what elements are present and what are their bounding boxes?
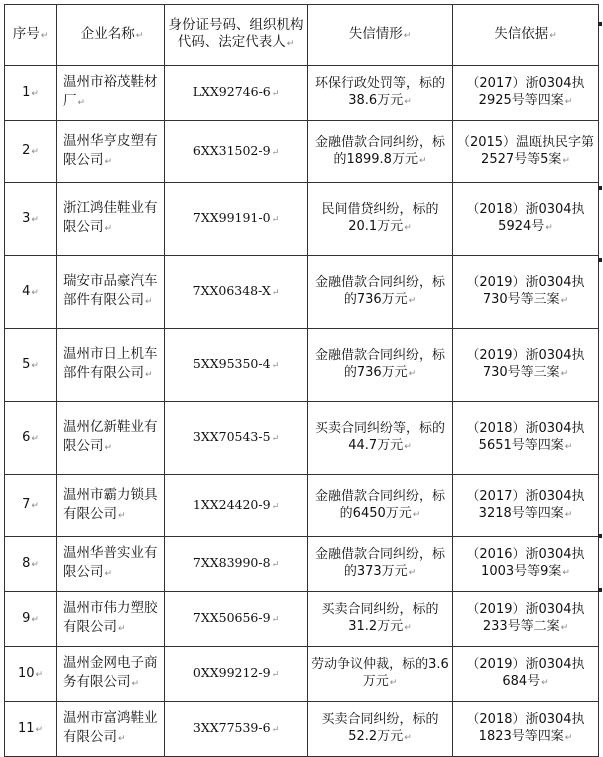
row-number: 1 [22, 84, 31, 100]
paragraph-mark: ↵ [560, 296, 569, 306]
dishonest-situation-cell [308, 66, 453, 121]
dishonest-basis: （2019）浙0304执684号 [466, 657, 585, 689]
paragraph-mark: ↵ [104, 156, 113, 167]
paragraph-mark: ↵ [145, 370, 153, 380]
dishonest-situation: 金融借款合同纠纷，标的373万元 [314, 547, 445, 579]
header-id: 身份证号码、组织机构代码、法定代表人↵ [165, 5, 308, 66]
row-number: 3 [22, 210, 31, 226]
paragraph-mark: ↵ [408, 369, 417, 379]
dishonest-basis-cell [453, 592, 599, 647]
enterprise-name: 温州华亨皮塑有限公司 [63, 132, 158, 168]
paragraph-mark: ↵ [31, 147, 39, 157]
row-number: 2 [22, 143, 31, 158]
dishonest-basis: （2016）浙0304执1003号等9案 [466, 547, 585, 579]
org-code: 7XX99191-0 [192, 210, 271, 225]
org-code-cell [165, 592, 308, 647]
dishonest-situation-cell [308, 475, 453, 537]
paragraph-mark: ↵ [564, 97, 573, 107]
dishonest-basis-cell [453, 256, 599, 329]
dishonest-situation-cell [308, 256, 453, 329]
dishonest-situation: 环保行政处罚等，标的38.6万元 [314, 76, 445, 108]
org-code-cell [165, 329, 308, 402]
dishonest-situation-cell [308, 702, 453, 757]
row-number: 11 [17, 720, 35, 736]
table-row [5, 647, 599, 702]
paragraph-mark: ↵ [562, 155, 570, 166]
paragraph-mark: ↵ [564, 509, 573, 520]
dishonest-situation: 买卖合同纠纷，标的52.2万元 [321, 712, 439, 744]
paragraph-mark: ↵ [564, 733, 573, 743]
enterprise-name-cell [57, 66, 165, 121]
dishonest-situation: 买卖合同纠纷，标的31.2万元 [321, 602, 439, 634]
dishonest-basis: （2018）浙0304执1823号等四案 [466, 712, 585, 744]
paragraph-mark: ↵ [271, 288, 280, 298]
paragraph-mark: ↵ [412, 509, 421, 520]
paragraph-mark: ↵ [104, 569, 113, 579]
table-row [5, 183, 599, 256]
header-situation: 失信情形↵ [308, 5, 453, 66]
enterprise-name: 温州金网电子商务有限公司 [63, 655, 158, 690]
dishonest-basis: （2017）浙0304执2925号等四案 [466, 76, 585, 108]
enterprise-name: 温州市伟力塑胶有限公司 [63, 600, 158, 635]
row-number-cell [5, 66, 57, 121]
table-row [5, 537, 599, 592]
org-code-cell [165, 183, 308, 256]
org-code: 7XX06348-X [192, 283, 271, 298]
paragraph-mark: ↵ [404, 223, 412, 233]
table-row [5, 702, 599, 757]
dishonest-situation-cell [308, 647, 453, 702]
paragraph-mark: ↵ [271, 670, 280, 680]
enterprise-name: 温州华普实业有限公司 [63, 545, 158, 580]
dishonest-situation-cell [308, 402, 453, 475]
paragraph-mark: ↵ [77, 98, 86, 108]
paragraph-mark: ↵ [31, 614, 39, 625]
row-number-cell [5, 702, 57, 757]
dishonest-situation-cell [308, 537, 453, 592]
dishonest-situation: 金融借款合同纠纷，标的1899.8万元 [314, 134, 445, 167]
org-code: 7XX50656-9 [192, 610, 271, 625]
paragraph-mark: ↵ [118, 510, 126, 521]
paragraph-mark: ↵ [564, 442, 573, 452]
table-row [5, 475, 599, 537]
row-number-cell [5, 402, 57, 475]
table-resize-handle[interactable] [598, 186, 602, 190]
enterprise-name-cell [57, 537, 165, 592]
dishonest-situation: 劳动争议仲裁，标的3.6万元 [311, 657, 449, 689]
row-number-cell [5, 592, 57, 647]
enterprise-name-cell [57, 592, 165, 647]
paragraph-mark: ↵ [271, 147, 280, 158]
table-header-row [5, 5, 599, 66]
enterprise-name-cell [57, 402, 165, 475]
dishonest-situation-cell [308, 592, 453, 647]
dishonest-basis: （2019）浙0304执233号等二案 [466, 602, 585, 634]
org-code-cell [165, 66, 308, 121]
enterprise-name: 温州市富鸿鞋业有限公司 [63, 710, 158, 745]
row-number: 8 [22, 555, 31, 571]
paragraph-mark: ↵ [31, 360, 39, 371]
dishonest-basis: （2018）浙0304执5924号 [466, 202, 585, 234]
paragraph-mark: ↵ [418, 155, 427, 166]
paragraph-mark: ↵ [271, 434, 280, 444]
dishonest-basis-cell [453, 329, 599, 402]
row-number-cell [5, 121, 57, 183]
dishonest-situation: 金融借款合同纠纷，标的6450万元 [314, 488, 445, 521]
dishonest-basis: （2019）浙0304执730号等三案 [466, 275, 585, 307]
row-number: 10 [17, 665, 35, 681]
paragraph-mark: ↵ [118, 734, 126, 744]
paragraph-mark: ↵ [408, 296, 417, 306]
paragraph-mark: ↵ [131, 679, 140, 689]
dishonest-basis: （2015）温瓯执民字第2527号等5案 [456, 134, 595, 167]
dishonest-situation: 金融借款合同纠纷，标的736万元 [314, 275, 445, 307]
table-row [5, 66, 599, 121]
enterprise-name: 温州市日上机车部件有限公司 [63, 346, 158, 381]
paragraph-mark: ↵ [271, 215, 280, 225]
paragraph-mark: ↵ [31, 433, 39, 444]
dishonest-basis-cell [453, 537, 599, 592]
dishonest-basis-cell [453, 66, 599, 121]
paragraph-mark: ↵ [404, 733, 412, 743]
paragraph-mark: ↵ [408, 568, 417, 578]
paragraph-mark: ↵ [31, 559, 39, 570]
paragraph-mark: ↵ [104, 443, 113, 453]
org-code-cell [165, 702, 308, 757]
enterprise-name: 浙江鸿佳鞋业有限公司 [63, 200, 158, 235]
dishonest-basis: （2018）浙0304执5651号等四案 [466, 421, 585, 453]
enterprise-name: 温州市裕茂鞋材厂 [63, 74, 158, 109]
row-number: 5 [22, 356, 31, 372]
paragraph-mark: ↵ [31, 88, 39, 99]
dishonest-situation-cell [308, 329, 453, 402]
paragraph-mark: ↵ [104, 224, 113, 234]
org-code-cell [165, 537, 308, 592]
dishonest-situation: 民间借贷纠纷，标的20.1万元 [321, 202, 439, 234]
enterprise-name: 温州市霸力锁具有限公司 [63, 486, 158, 522]
enterprise-name-cell [57, 647, 165, 702]
row-number-cell [5, 647, 57, 702]
table-resize-handle[interactable] [598, 588, 602, 592]
table-resize-handle[interactable] [598, 22, 602, 26]
dishonest-situation: 金融借款合同纠纷，标的736万元 [314, 348, 445, 380]
paragraph-mark: ↵ [271, 89, 280, 99]
dishonest-enterprises-table [4, 4, 599, 757]
row-number: 9 [22, 610, 31, 626]
row-number: 4 [22, 283, 31, 299]
paragraph-mark: ↵ [271, 560, 280, 570]
org-code: 7XX83990-8 [192, 555, 271, 570]
org-code: 5XX95350-4 [192, 356, 271, 371]
paragraph-mark: ↵ [541, 678, 549, 688]
dishonest-basis: （2017）浙0304执3218号等四案 [466, 488, 585, 521]
dishonest-basis-cell [453, 402, 599, 475]
row-number-cell [5, 329, 57, 402]
paragraph-mark: ↵ [35, 724, 44, 735]
paragraph-mark: ↵ [35, 669, 44, 680]
row-number: 7 [22, 497, 31, 512]
org-code: 1XX24420-9 [192, 496, 271, 512]
table-resize-handle[interactable] [598, 534, 602, 538]
enterprise-name-cell [57, 183, 165, 256]
org-code-cell [165, 475, 308, 537]
dishonest-basis-cell [453, 647, 599, 702]
table-row [5, 592, 599, 647]
paragraph-mark: ↵ [389, 678, 398, 688]
paragraph-mark: ↵ [118, 624, 126, 634]
row-number-cell [5, 537, 57, 592]
enterprise-name-cell [57, 121, 165, 183]
enterprise-name-cell [57, 702, 165, 757]
enterprise-name: 温州亿新鞋业有限公司 [63, 419, 158, 454]
org-code: LXX92746-6 [192, 84, 271, 99]
row-number-cell [5, 475, 57, 537]
paragraph-mark: ↵ [404, 442, 412, 452]
dishonest-situation: 买卖合同纠纷等，标的44.7万元 [314, 421, 445, 453]
enterprise-name-cell [57, 475, 165, 537]
paragraph-mark: ↵ [31, 214, 39, 225]
paragraph-mark: ↵ [31, 501, 39, 511]
org-code: 0XX99212-9 [192, 665, 271, 680]
org-code-cell [165, 121, 308, 183]
paragraph-mark: ↵ [271, 501, 280, 512]
table-row [5, 121, 599, 183]
paragraph-mark: ↵ [145, 297, 153, 307]
dishonest-situation-cell [308, 121, 453, 183]
table-row [5, 256, 599, 329]
org-code-cell [165, 256, 308, 329]
org-code: 6XX31502-9 [192, 142, 271, 158]
paragraph-mark: ↵ [545, 223, 553, 233]
paragraph-mark: ↵ [404, 623, 412, 633]
paragraph-mark: ↵ [560, 369, 569, 379]
header-no: 序号↵ [5, 5, 57, 66]
table-resize-handle[interactable] [598, 258, 602, 262]
org-code-cell [165, 647, 308, 702]
dishonest-basis-cell [453, 121, 599, 183]
enterprise-name-cell [57, 256, 165, 329]
row-number-cell [5, 256, 57, 329]
org-code: 3XX77539-6 [192, 720, 271, 735]
paragraph-mark: ↵ [31, 287, 39, 298]
org-code: 3XX70543-5 [192, 429, 271, 444]
dishonest-situation-cell [308, 183, 453, 256]
header-basis: 失信依据↵ [453, 5, 599, 66]
enterprise-name: 瑞安市品豪汽车部件有限公司 [63, 273, 158, 308]
dishonest-basis: （2019）浙0304执730号等三案 [466, 348, 585, 380]
table-row [5, 402, 599, 475]
enterprise-name-cell [57, 329, 165, 402]
header-name: 企业名称↵ [57, 5, 165, 66]
row-number-cell [5, 183, 57, 256]
paragraph-mark: ↵ [404, 97, 412, 107]
org-code-cell [165, 402, 308, 475]
paragraph-mark: ↵ [560, 623, 569, 633]
paragraph-mark: ↵ [271, 361, 280, 371]
dishonest-basis-cell [453, 183, 599, 256]
paragraph-mark: ↵ [271, 615, 280, 625]
dishonest-basis-cell [453, 702, 599, 757]
dishonest-basis-cell [453, 475, 599, 537]
paragraph-mark: ↵ [271, 725, 280, 735]
paragraph-mark: ↵ [562, 568, 570, 578]
row-number: 6 [22, 429, 31, 445]
table-row [5, 329, 599, 402]
